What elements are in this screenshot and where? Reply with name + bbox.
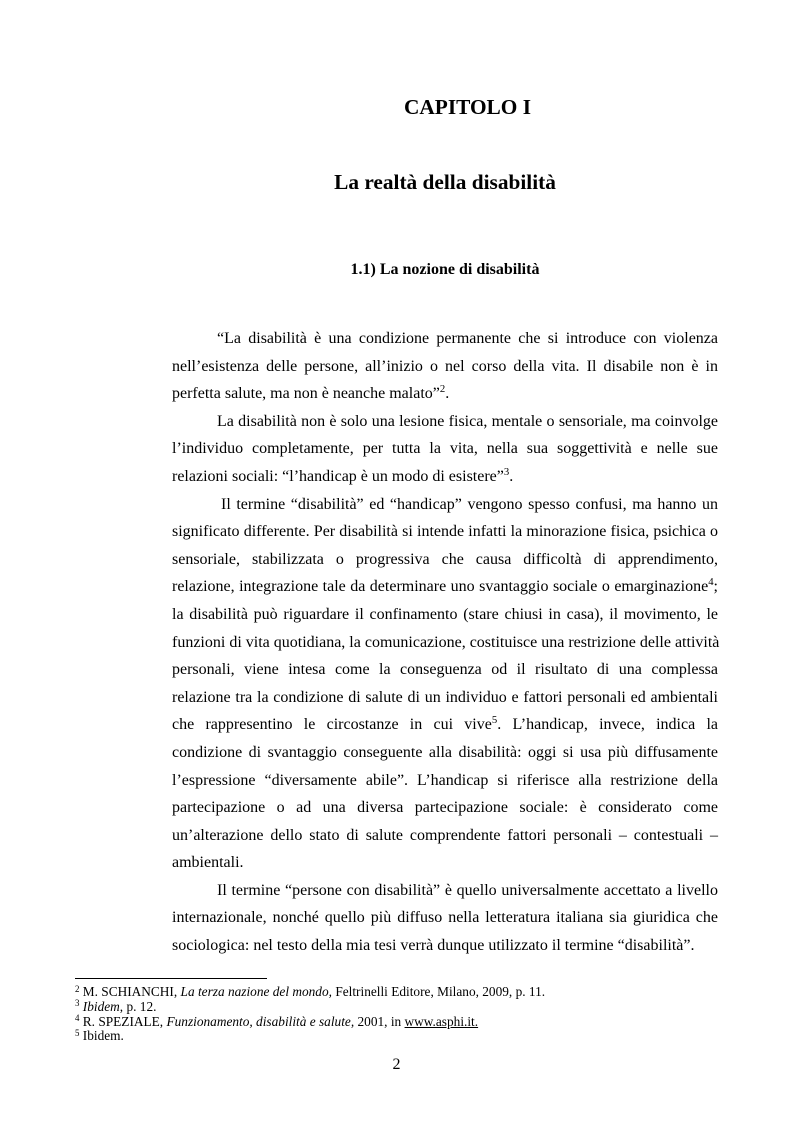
text-line: La disabilità non è solo una lesione fisica, mentale o sensoriale, ma coinvolge: [217, 412, 718, 430]
footnote-ref: 3: [503, 465, 510, 478]
text-line: un’alterazione dello stato di salute comprendente fattori personali – contestuali –: [172, 826, 718, 844]
body-paragraph: [172, 325, 718, 408]
footnote-ref: 2: [439, 383, 446, 396]
footnote-author: R. SPEZIALE,: [82, 1013, 164, 1029]
text-line: condizione di svantaggio conseguente alla disabilità: oggi si usa più diffusamente: [172, 743, 718, 761]
text-line: l’espressione “diversamente abile”. L’handicap si riferisce alla restrizione della: [172, 771, 718, 789]
text-line: [172, 573, 718, 601]
text-line: funzioni di vita quotidiana, la comunicazione, costituisce una restrizione delle attività: [172, 633, 720, 651]
footnote-ref: 4: [708, 576, 714, 589]
body-paragraph: [172, 491, 718, 877]
footnote-number: 2: [75, 983, 80, 994]
text-line: personali, viene intesa come la conseguenza od il risultato di una complessa: [172, 661, 718, 679]
text-line: significato differente. Per disabilità si intende infatti la minorazione fisica, psichica o: [172, 523, 718, 541]
footnote-ref: 5: [491, 714, 498, 727]
text-line: ambientali.: [172, 854, 244, 872]
page-number: 2: [392, 1056, 401, 1073]
body-text: [172, 325, 718, 960]
text-line: la disabilità può riguardare il confinamento (stare chiusi in casa), il movimento, le: [172, 605, 718, 623]
text-line: l’individuo completamente, per tutta la vita, nella sua soggettività e nelle sue: [172, 440, 718, 458]
text-line: nell’esistenza delle persone, all’inizio o nel corso della vita. Il disabile non è in: [172, 357, 718, 375]
line-text: ;: [713, 578, 718, 596]
text-line: Il termine “persone con disabilità” è quello universalmente accettato a livello: [217, 881, 718, 899]
footnote-title: Ibidem: [82, 998, 120, 1014]
text-line: “La disabilità è una condizione permanente che si introduce con violenza: [217, 330, 718, 347]
footnote-number: 5: [75, 1027, 80, 1038]
line-text: relazione, integrazione tale da determinare uno svantaggio sociale o emarginazione: [172, 578, 709, 596]
line-text: relazioni sociali: “l’handicap è un modo di esistere”: [172, 467, 504, 485]
footnote-title: La terza nazione del mondo,: [180, 984, 332, 999]
line-text: . L’handicap, invece, indica la: [497, 716, 718, 734]
footnote-details: 2001, in: [357, 1013, 402, 1029]
footnote-author: M. SCHIANCHI,: [82, 984, 178, 999]
text-line: sociologica: nel testo della mia tesi verrà dunque utilizzato il termine “disabilità”.: [172, 937, 695, 955]
footnote: [75, 1000, 715, 1015]
line-text: perfetta salute, ma non è neanche malato”: [172, 385, 440, 403]
line-text: che rappresentino le circostanze in cui vive: [172, 716, 492, 734]
footnote-number: 4: [75, 1013, 80, 1024]
text-line: [172, 380, 718, 408]
footnote: [75, 1029, 715, 1044]
line-text: .: [509, 467, 514, 485]
chapter-title: La realtà della disabilità: [334, 170, 556, 194]
section-heading: 1.1) La nozione di disabilità: [350, 261, 540, 278]
footnote-title: Funzionamento, disabilità e salute,: [166, 1013, 355, 1029]
line-text: .: [445, 385, 450, 403]
text-line: relazione tra la condizione di salute di un individuo e fattori personali ed ambientali: [172, 688, 718, 706]
footnote-details: , p. 12.: [119, 998, 157, 1014]
footnote-link[interactable]: www.asphi.it.: [404, 1013, 479, 1029]
text-line: [172, 463, 718, 491]
text-line: partecipazione o ad una diversa partecipazione sociale: è considerato come: [172, 799, 718, 817]
footnote: [75, 1015, 715, 1030]
footnote-number: 3: [75, 998, 80, 1009]
text-line: sensoriale, stabilizzata o progressiva che causa difficoltà di apprendimento,: [172, 550, 718, 568]
text-line: Il termine “disabilità” ed “handicap” vengono spesso confusi, ma hanno un: [221, 495, 718, 513]
footnotes: [75, 985, 715, 1044]
footnote: [75, 985, 715, 1000]
text-line: internazionale, nonché quello più diffuso nella letteratura italiana sia giuridica che: [172, 909, 718, 927]
chapter-label: CAPITOLO I: [403, 95, 531, 119]
text-line: [172, 711, 718, 739]
body-paragraph: [172, 877, 718, 960]
footnote-details: Ibidem.: [82, 1028, 124, 1044]
footnote-separator: [75, 978, 267, 979]
footnote-details: Feltrinelli Editore, Milano, 2009, p. 11.: [335, 984, 546, 999]
body-paragraph: [172, 408, 718, 491]
